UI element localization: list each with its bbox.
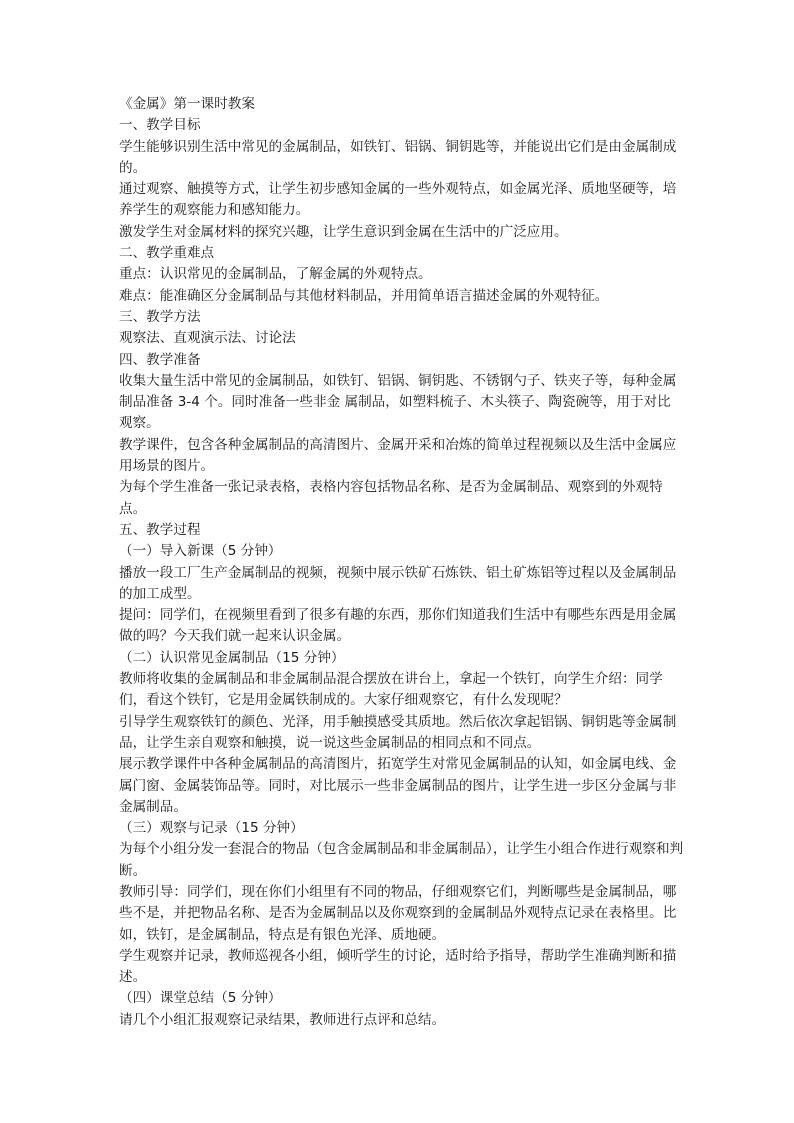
section-heading-key-points: 二、教学重难点 bbox=[119, 245, 215, 262]
paragraph: 教师将收集的金属制品和非金属制品混合摆放在讲台上，拿起一个铁钉，向学生介绍：同学们，看这个铁钉，它是用金属铁制成的。大家仔细观察它，有什么发现呢？ bbox=[119, 671, 663, 709]
paragraph: 教师引导：同学们，现在你们小组里有不同的物品，仔细观察它们，判断哪些是金属制品，哪些不是，并把物品名称、是否为金属制品以及你观察到的金属制品外观特点记录在表格里。比如，铁钉，是金属制品，特点是有银色光泽、质地硬。 bbox=[119, 883, 677, 943]
paragraph: 为每个小组分发一套混合的物品（包含金属制品和非金属制品），让学生小组合作进行观察和判断。 bbox=[119, 841, 684, 879]
paragraph: 通过观察、触摸等方式，让学生初步感知金属的一些外观特点，如金属光泽、质地坚硬等，培养学生的观察能力和感知能力。 bbox=[119, 181, 677, 219]
subsection-heading-observe: （三）观察与记录（15 分钟） bbox=[119, 820, 304, 837]
section-heading-objectives: 一、教学目标 bbox=[119, 117, 201, 134]
subsection-heading-recognize: （二）认识常见金属制品（15 分钟） bbox=[119, 649, 345, 666]
paragraph: 观察法、直观演示法、讨论法 bbox=[119, 330, 296, 347]
document-body bbox=[119, 94, 684, 1031]
paragraph: 学生能够识别生活中常见的金属制品，如铁钉、铝锅、铜钥匙等，并能说出它们是由金属制成的。 bbox=[119, 138, 677, 176]
paragraph: 收集大量生活中常见的金属制品，如铁钉、铝锅、铜钥匙、不锈钢勺子、铁夹子等，每种金属制品准备 3-4 个。同时准备一些非金 属制品，如塑料梳子、木头筷子、陶瓷碗等，用于对比观察。 bbox=[119, 372, 677, 432]
paragraph: 提问：同学们，在视频里看到了很多有趣的东西，那你们知道我们生活中有哪些东西是用金属做的吗？今天我们就一起来认识金属。 bbox=[119, 607, 677, 645]
section-heading-methods: 三、教学方法 bbox=[119, 308, 201, 325]
paragraph: 为每个学生准备一张记录表格，表格内容包括物品名称、是否为金属制品、观察到的外观特点。 bbox=[119, 479, 663, 517]
section-heading-process: 五、教学过程 bbox=[119, 521, 201, 538]
paragraph: 难点：能准确区分金属制品与其他材料制品，并用简单语言描述金属的外观特征。 bbox=[119, 287, 609, 304]
paragraph: 激发学生对金属材料的探究兴趣，让学生意识到金属在生活中的广泛应用。 bbox=[119, 223, 568, 240]
paragraph: 请几个小组汇报观察记录结果，教师进行点评和总结。 bbox=[119, 1011, 446, 1028]
paragraph: 引导学生观察铁钉的颜色、光泽，用手触摸感受其质地。然后依次拿起铝锅、铜钥匙等金属制品，让学生亲自观察和触摸，说一说这些金属制品的相同点和不同点。 bbox=[119, 713, 677, 751]
paragraph: 播放一段工厂生产金属制品的视频，视频中展示铁矿石炼铁、铝土矿炼铝等过程以及金属制品的加工成型。 bbox=[119, 564, 677, 602]
paragraph: 学生观察并记录，教师巡视各小组，倾听学生的讨论，适时给予指导，帮助学生准确判断和描述。 bbox=[119, 947, 677, 986]
paragraph: 展示教学课件中各种金属制品的高清图片，拓宽学生对常见金属制品的认知，如金属电线、金属门窗、金属装饰品等。同时，对比展示一些非金属制品的图片，让学生进一步区分金属与非金属制品。 bbox=[119, 756, 677, 815]
subsection-heading-summary: （四）课堂总结（5 分钟） bbox=[119, 990, 282, 1007]
paragraph: 教学课件，包含各种金属制品的高清图片、金属开采和冶炼的简单过程视频以及生活中金属应用场景的图片。 bbox=[119, 436, 677, 475]
subsection-heading-intro: （一）导入新课（5 分钟） bbox=[119, 543, 282, 560]
paragraph: 重点：认识常见的金属制品，了解金属的外观特点。 bbox=[119, 266, 432, 283]
section-heading-preparation: 四、教学准备 bbox=[119, 351, 201, 368]
document-title: 《金属》第一课时教案 bbox=[119, 96, 255, 112]
